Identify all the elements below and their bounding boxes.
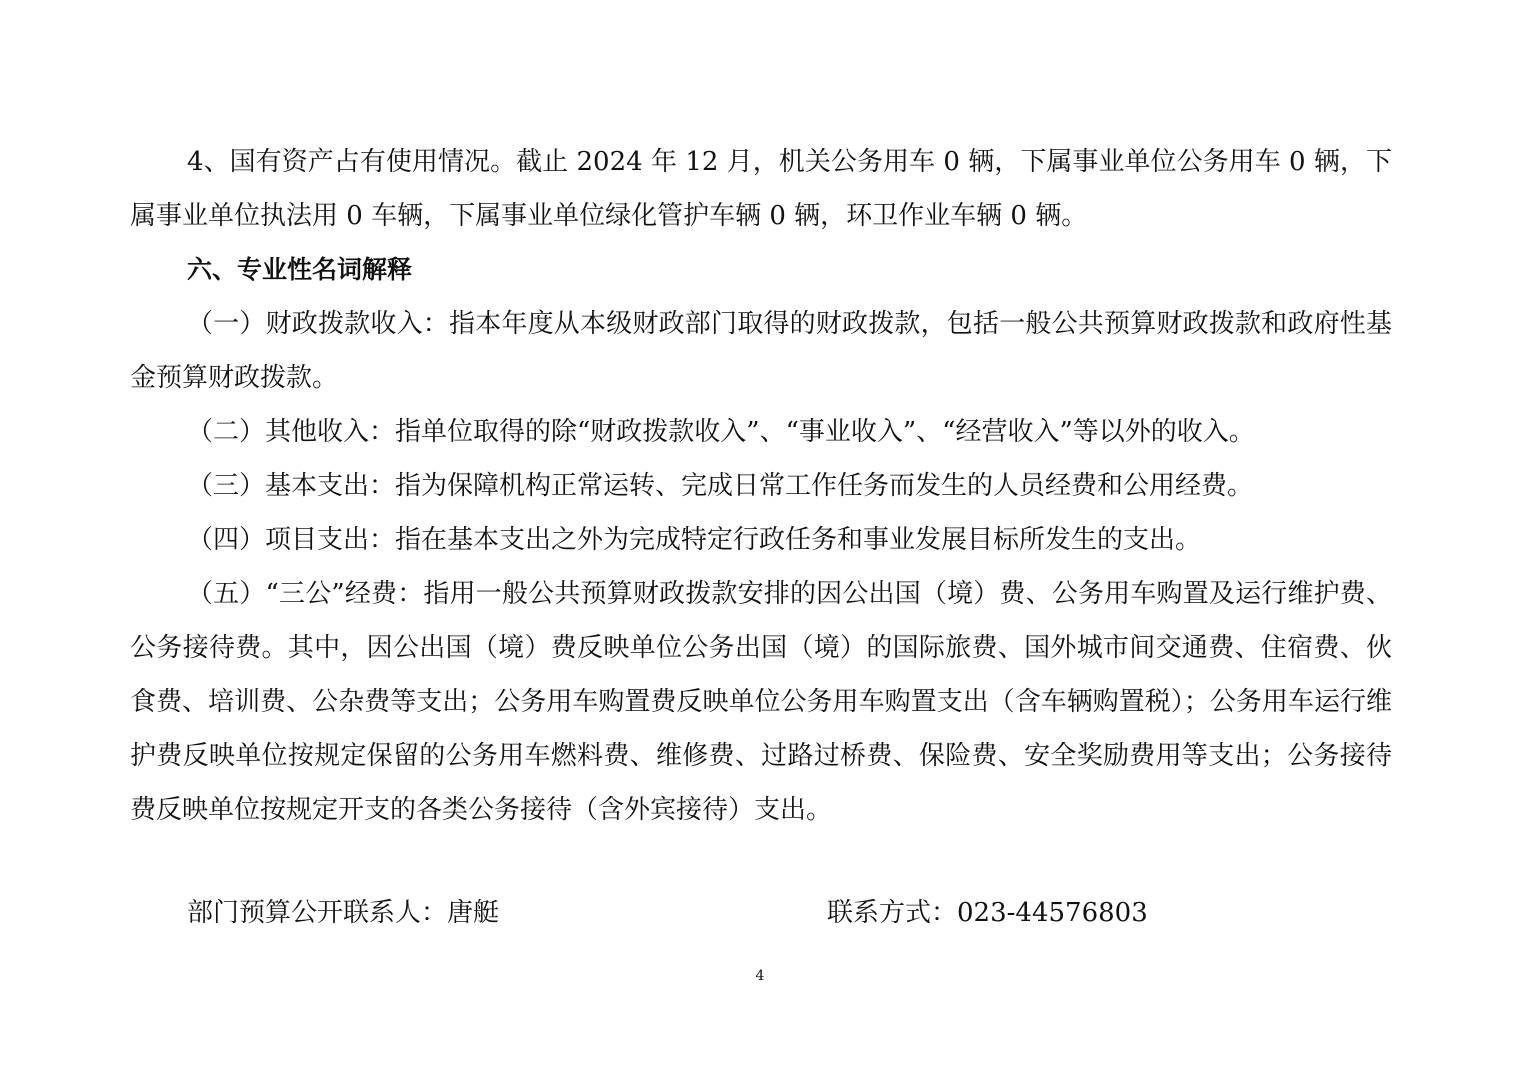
- definition-three-public-expenses: （五）“三公”经费：指用一般公共预算财政拨款安排的因公出国（境）费、公务用车购置及运行维护费、公务接待费。其中，因公出国（境）费反映单位公务出国（境）的国际旅费、国外城市间交通费、住宿费、伙食费、培训费、公杂费等支出；公务用车购置费反映单位公务用车购置支出（含车辆购置税）；公务用车运行维护费反映单位按规定保留的公务用车燃料费、维修费、过路过桥费、保险费、安全奖励费用等支出；公务接待费反映单位按规定开支的各类公务接待（含外宾接待）支出。: [130, 579, 1392, 825]
- document-body: [130, 135, 1392, 837]
- contact-line: [187, 888, 1187, 938]
- definition-project-expenditure: （四）项目支出：指在基本支出之外为完成特定行政任务和事业发展目标所发生的支出。: [187, 525, 1202, 555]
- definition-fiscal-appropriation: （一）财政拨款收入：指本年度从本级财政部门取得的财政拨款，包括一般公共预算财政拨款和政府性基金预算财政拨款。: [130, 309, 1392, 393]
- definition-basic-expenditure: （三）基本支出：指为保障机构正常运转、完成日常工作任务而发生的人员经费和公用经费。: [187, 471, 1254, 501]
- definition-other-income: （二）其他收入：指单位取得的除“财政拨款收入”、“事业收入”、“经营收入”等以外的收入。: [187, 417, 1255, 447]
- asset-usage-paragraph: 4、国有资产占有使用情况。截止 2024 年 12 月，机关公务用车 0 辆，下属事业单位公务用车 0 辆，下属事业单位执法用 0 车辆，下属事业单位绿化管护车辆 0 辆，环卫作业车辆 0 辆。: [130, 147, 1392, 231]
- contact-person: 部门预算公开联系人：唐艇: [187, 898, 500, 928]
- contact-phone: 联系方式：023-44576803: [827, 898, 1148, 928]
- page-number: 4: [755, 968, 765, 984]
- section-heading: 六、专业性名词解释: [187, 255, 413, 284]
